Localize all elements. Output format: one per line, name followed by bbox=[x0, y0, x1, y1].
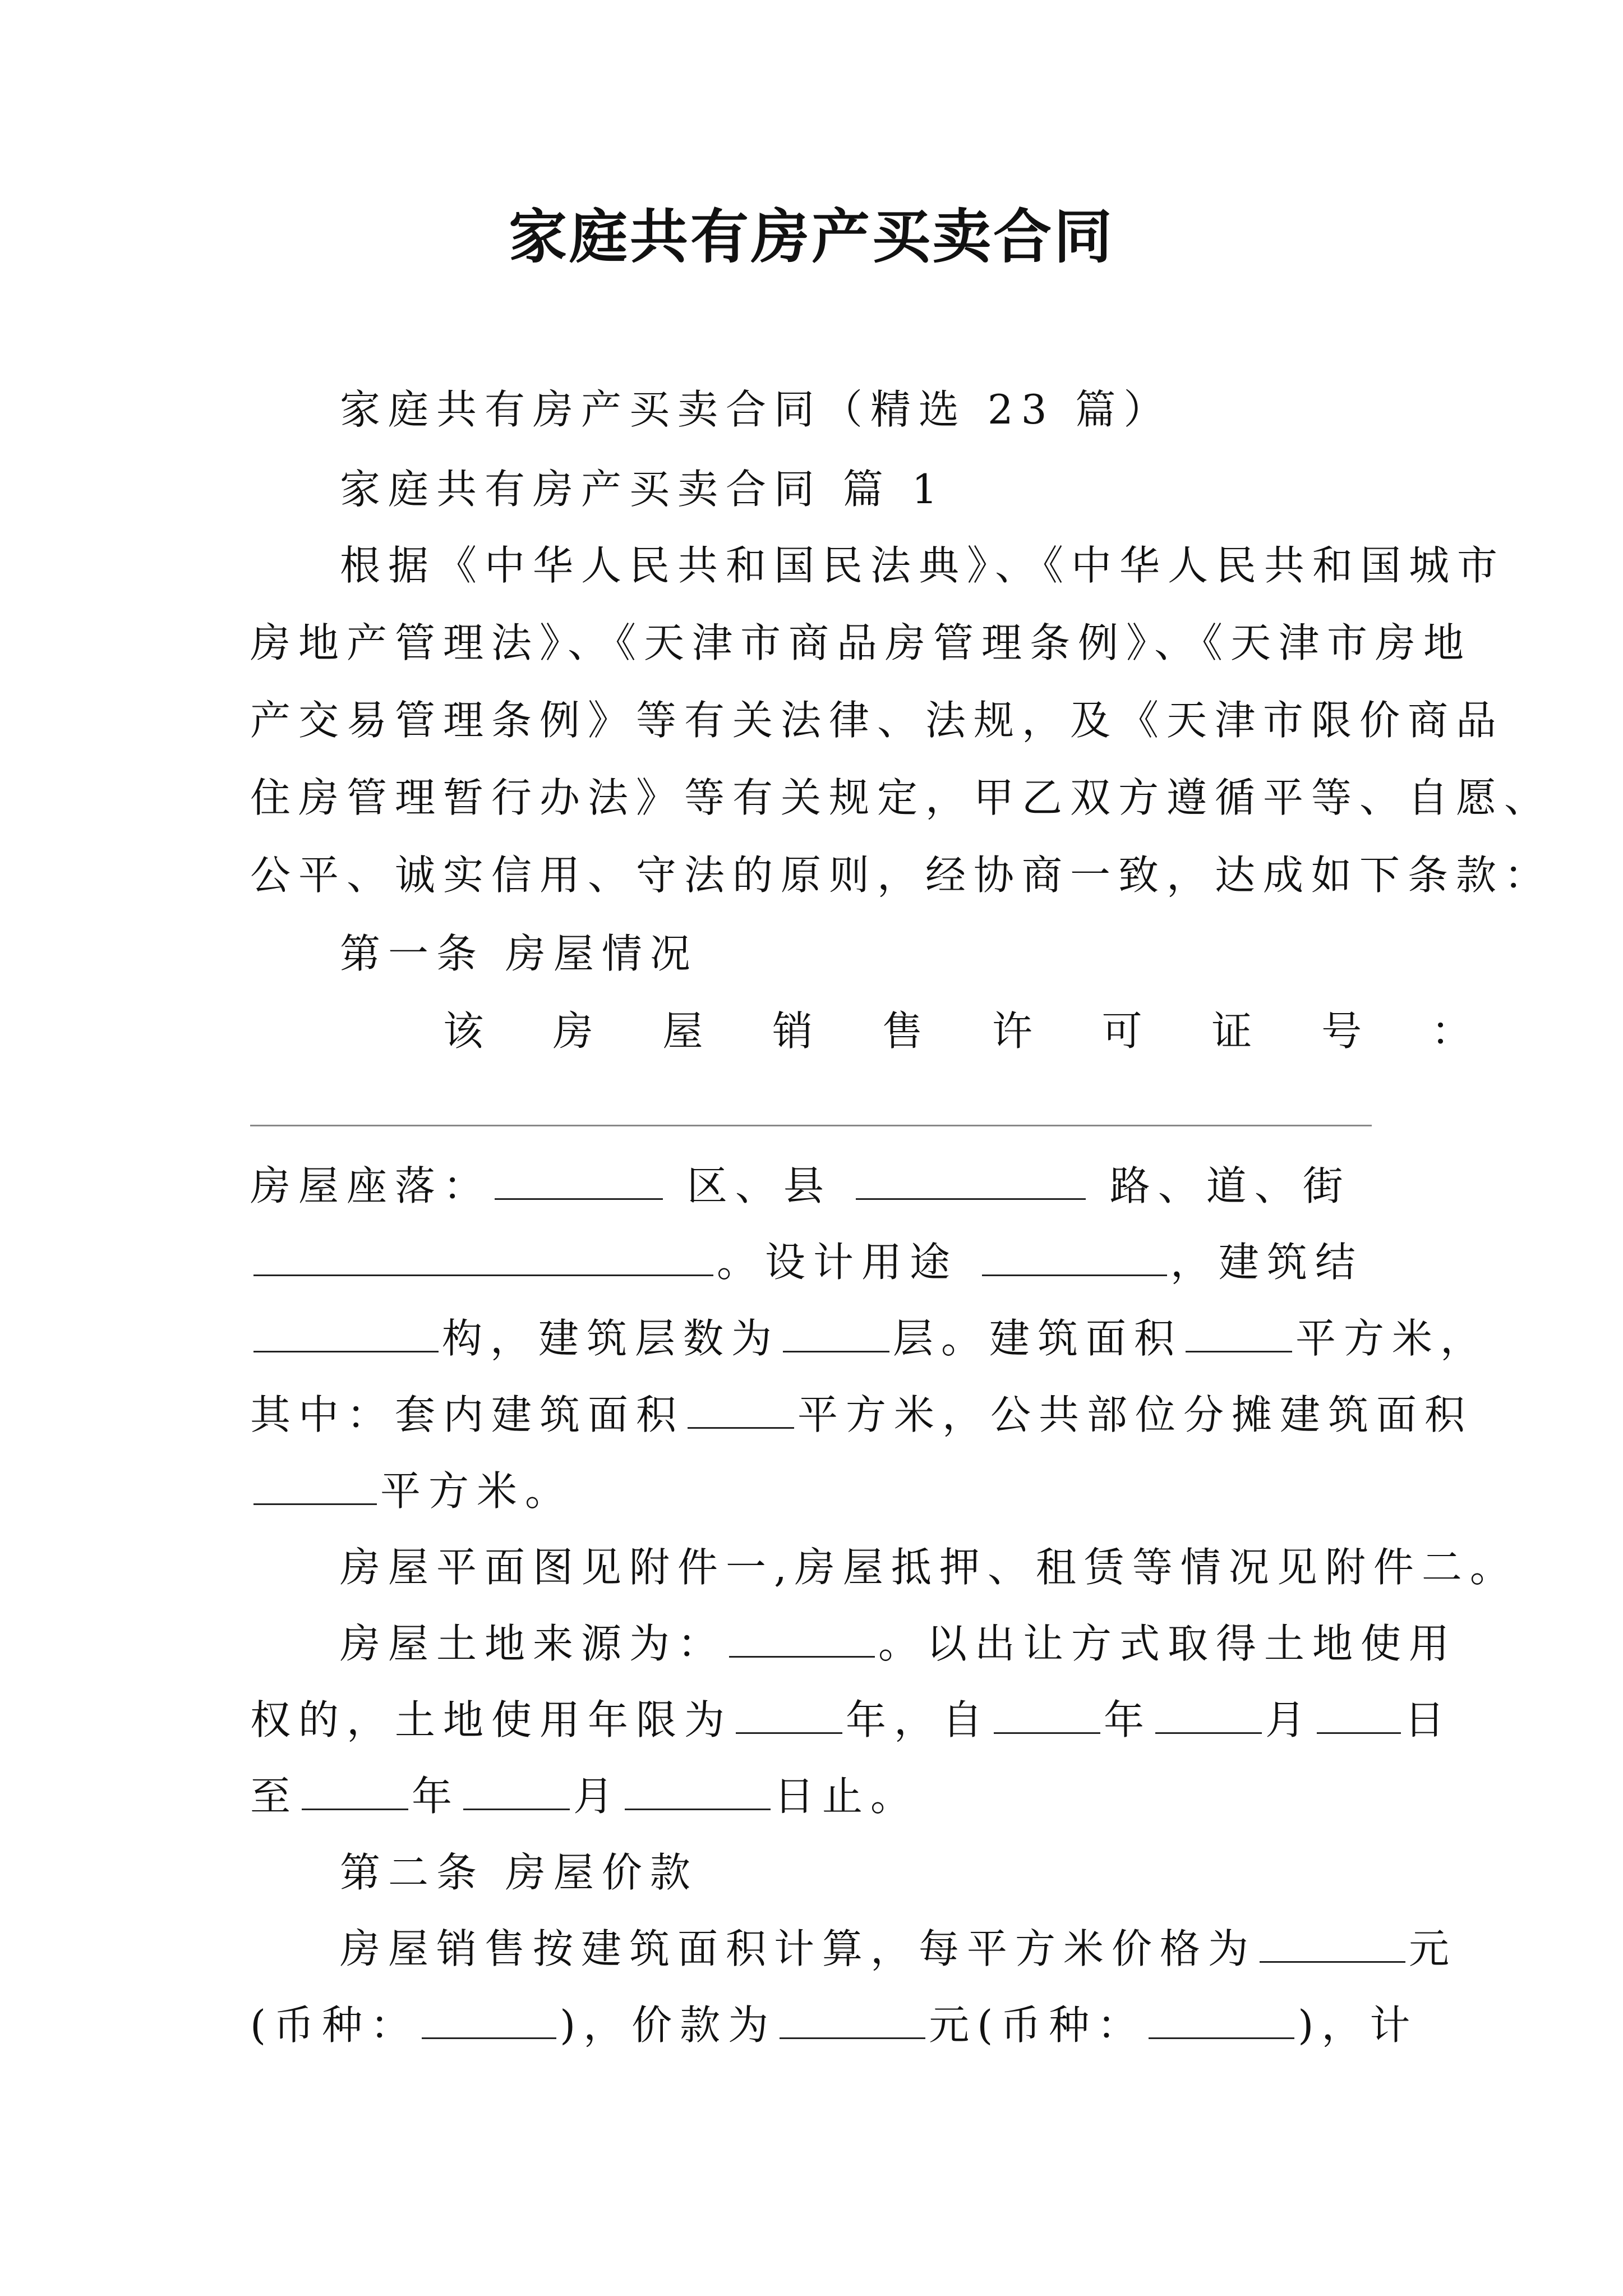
from-day-blank[interactable] bbox=[1317, 1699, 1401, 1734]
price-line: (币种： )，价款为 元(币种： )，计 bbox=[250, 2001, 1418, 2049]
location-line: 其中：套内建筑面积 平方米，公共部位分摊建筑面积 bbox=[250, 1391, 1473, 1438]
floors-blank[interactable] bbox=[783, 1317, 889, 1352]
land-line: 至 年 月 日止。 bbox=[250, 1773, 919, 1820]
license-char: 证 bbox=[1211, 1007, 1252, 1055]
land-line: 权的，土地使用年限为 年，自 年 月 日 bbox=[250, 1696, 1453, 1743]
location-line: 构，建筑层数为 层。建筑面积 平方米， bbox=[250, 1310, 1400, 1366]
unit-price-blank[interactable] bbox=[1260, 1927, 1405, 1963]
total-currency-blank[interactable] bbox=[1149, 2004, 1294, 2039]
location-line: 。设计用途 ，建筑结 bbox=[250, 1234, 1400, 1290]
license-char: ： bbox=[1431, 1007, 1472, 1055]
to-year-blank[interactable] bbox=[302, 1775, 408, 1810]
shared-area-blank[interactable] bbox=[253, 1470, 377, 1505]
license-char: 许 bbox=[992, 1007, 1032, 1055]
area-blank[interactable] bbox=[1186, 1317, 1292, 1352]
article2-heading: 第二条 房屋价款 bbox=[340, 1849, 698, 1896]
license-number-blank[interactable] bbox=[250, 1125, 1372, 1126]
document-title: 家庭共有房产买卖合同 bbox=[508, 202, 1114, 271]
location-line: 房屋座落： 区、县 路、道、街 bbox=[250, 1162, 1351, 1209]
total-price-blank[interactable] bbox=[780, 2004, 925, 2039]
price-line: 房屋销售按建筑面积计算，每平方米价格为 元 bbox=[340, 1925, 1458, 1972]
preamble-line: 公平、诚实信用、守法的原则，经协商一致，达成如下条款： bbox=[250, 852, 1553, 899]
land-source-blank[interactable] bbox=[729, 1622, 875, 1658]
license-char: 该 bbox=[443, 1007, 484, 1055]
street-blank[interactable] bbox=[253, 1241, 713, 1276]
license-char: 房 bbox=[552, 1007, 593, 1055]
road-blank[interactable] bbox=[856, 1165, 1086, 1200]
license-char: 可 bbox=[1101, 1007, 1142, 1055]
section-heading: 家庭共有房产买卖合同 篇 1 bbox=[340, 466, 946, 513]
license-char: 屋 bbox=[662, 1007, 703, 1055]
from-month-blank[interactable] bbox=[1155, 1699, 1262, 1734]
district-blank[interactable] bbox=[495, 1165, 663, 1200]
license-char: 号 bbox=[1321, 1007, 1362, 1055]
preamble-line: 房地产管理法》、《天津市商品房管理条例》、《天津市房地 bbox=[250, 619, 1472, 666]
location-line: 平方米。 bbox=[250, 1463, 1400, 1519]
preamble-line: 产交易管理条例》等有关法律、法规，及《天津市限价商品 bbox=[250, 697, 1505, 744]
structure-blank[interactable] bbox=[253, 1317, 439, 1352]
to-month-blank[interactable] bbox=[463, 1775, 570, 1810]
preamble-line: 住房管理暂行办法》等有关规定，甲乙双方遵循平等、自愿、 bbox=[250, 774, 1553, 821]
floorplan-line: 房屋平面图见附件一,房屋抵押、租赁等情况见附件二。 bbox=[340, 1544, 1518, 1591]
document-subtitle: 家庭共有房产买卖合同（精选 23 篇） bbox=[340, 386, 1172, 433]
license-char: 售 bbox=[882, 1007, 923, 1055]
land-line: 房屋土地来源为： 。以出让方式取得土地使用 bbox=[340, 1620, 1458, 1667]
article1-heading: 第一条 房屋情况 bbox=[340, 930, 698, 977]
years-blank[interactable] bbox=[736, 1699, 842, 1734]
preamble-line: 根据《中华人民共和国民法典》、《中华人民共和国城市 bbox=[340, 542, 1506, 589]
currency-blank[interactable] bbox=[422, 2004, 556, 2039]
inner-area-blank[interactable] bbox=[688, 1393, 794, 1429]
to-day-blank[interactable] bbox=[625, 1775, 771, 1810]
usage-blank[interactable] bbox=[982, 1241, 1167, 1276]
license-char: 销 bbox=[772, 1007, 813, 1055]
license-number-line bbox=[443, 1003, 1593, 1059]
from-year-blank[interactable] bbox=[994, 1699, 1100, 1734]
